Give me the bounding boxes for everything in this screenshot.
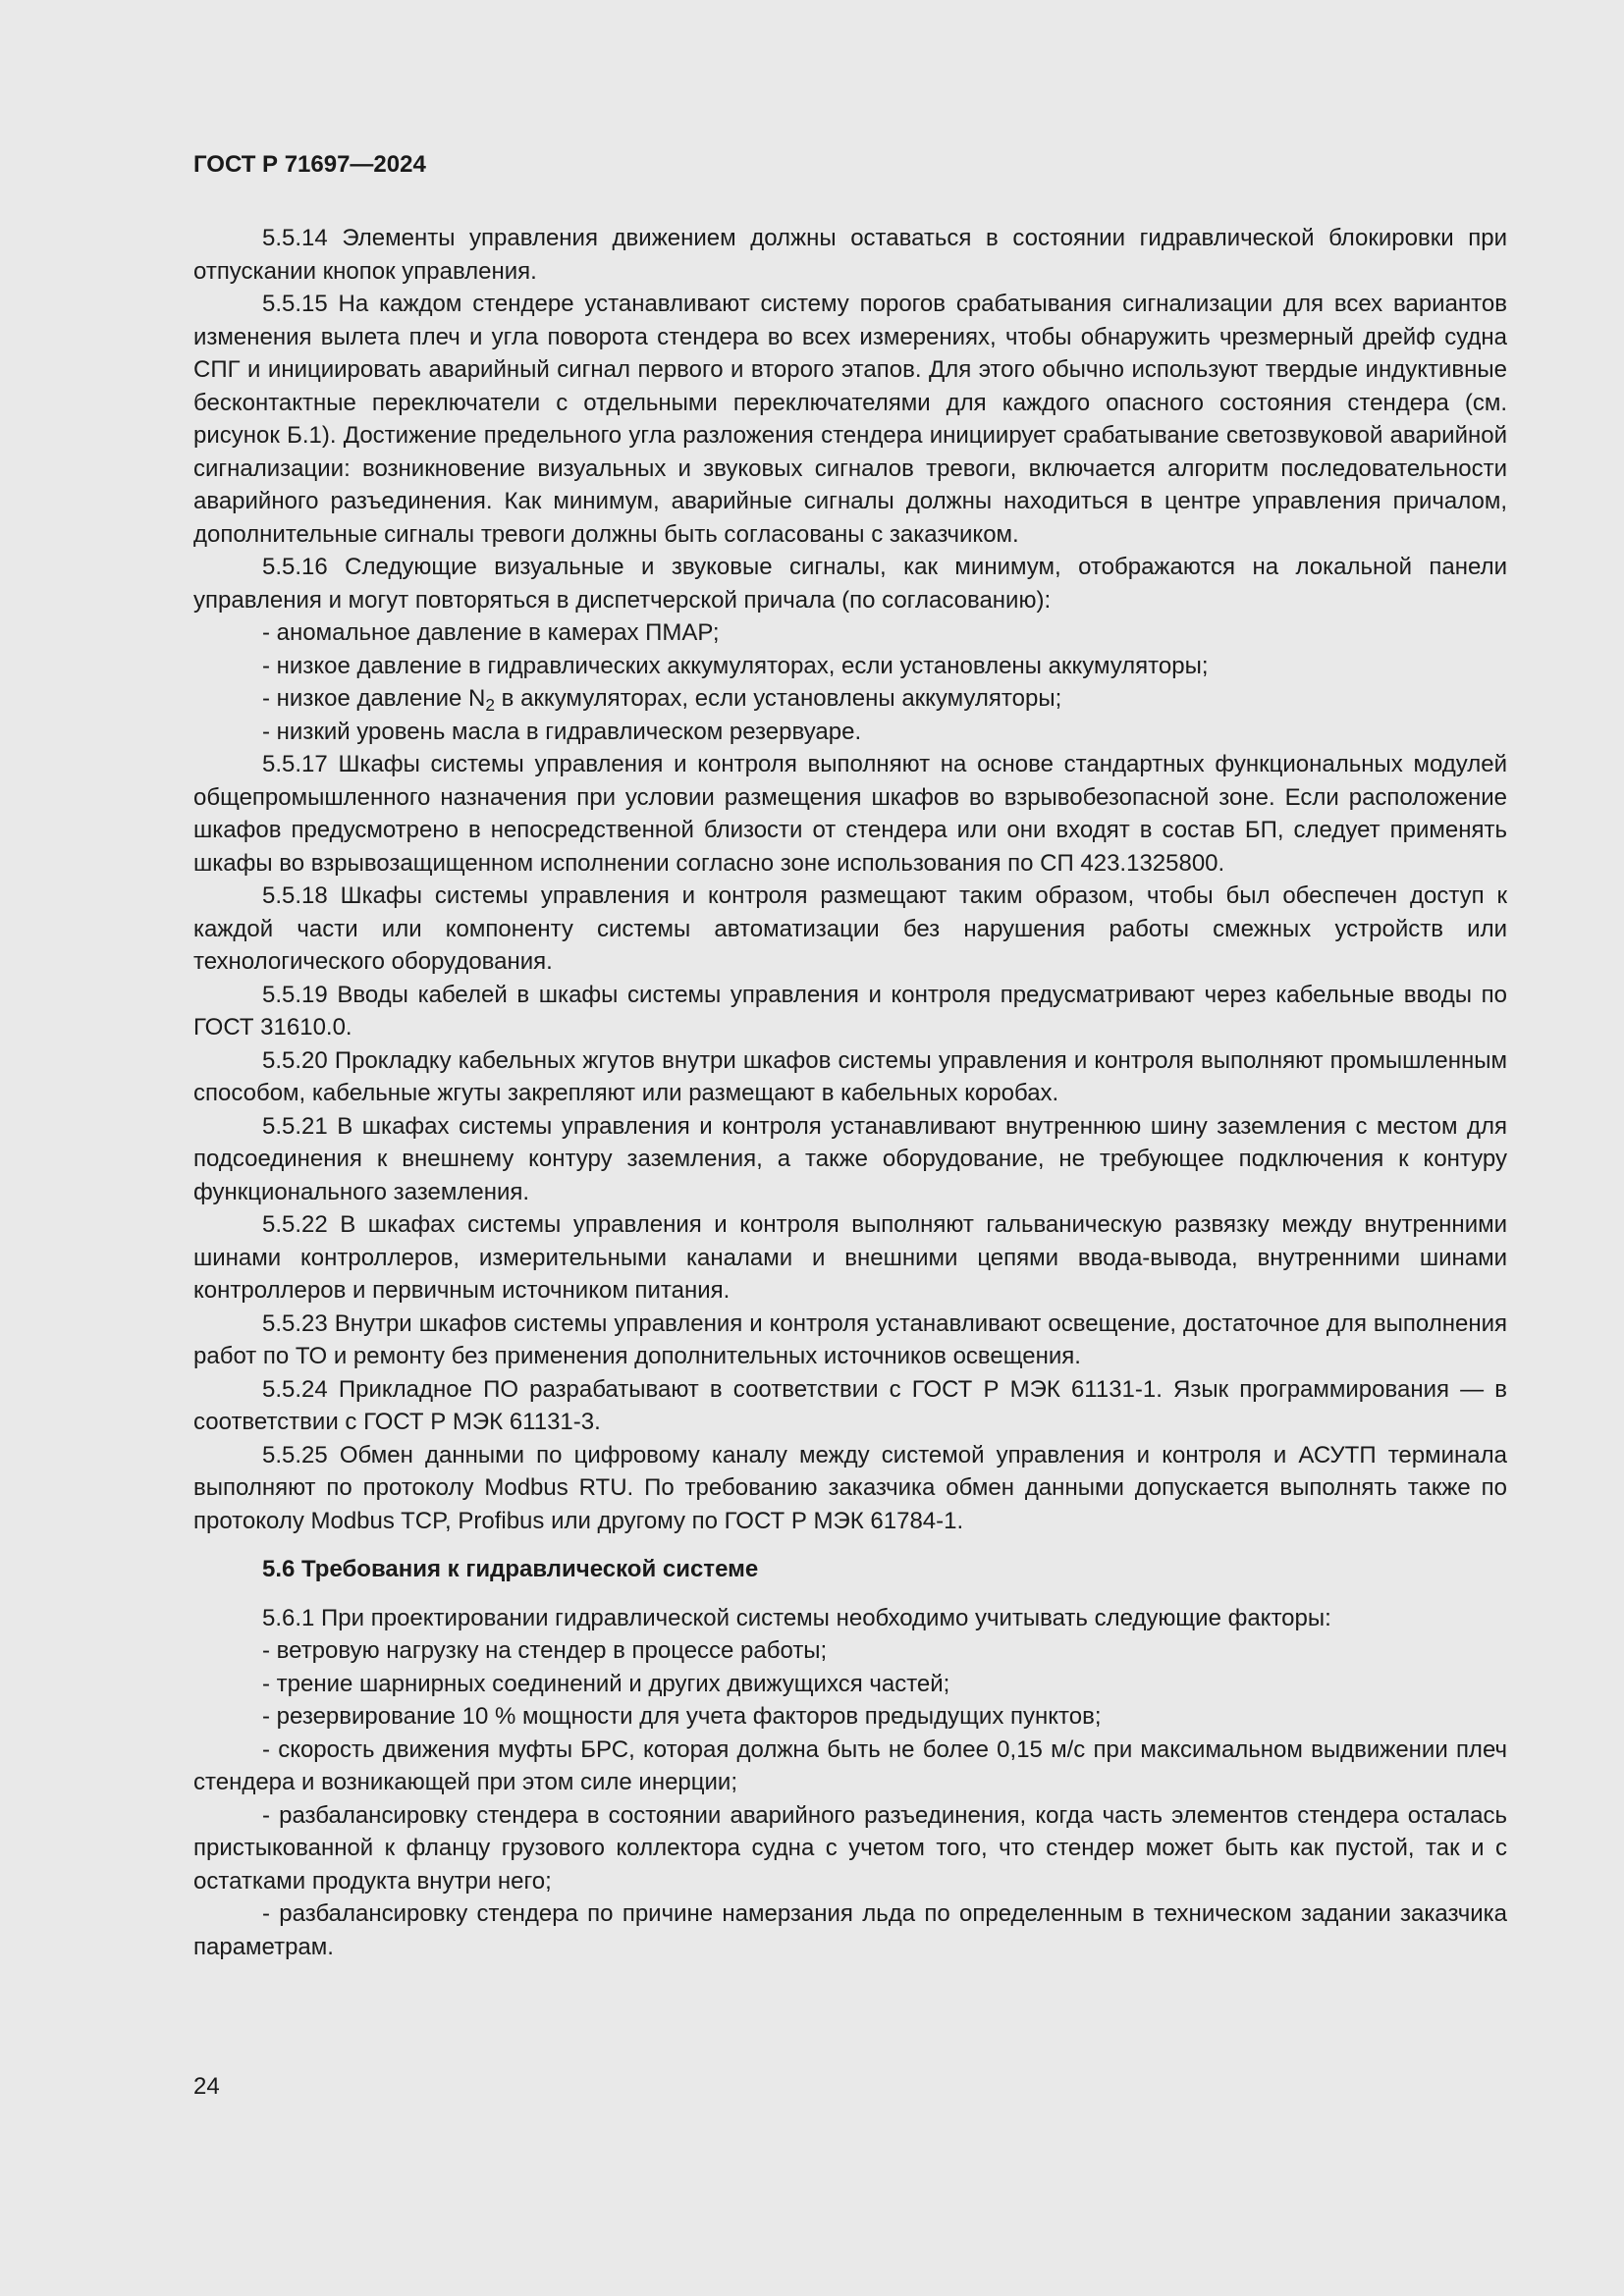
paragraph-5-5-17: 5.5.17 Шкафы системы управления и контроля выполняют на основе стандартных функциональных модулей общепромышленного назначения при условии размещения шкафов во взрывобезопасной зоне. Если расположение шкафов предусмотрено в непосредственной близости от стендера или они входят в состав БП, следует применять шкафы во взрывозащищенном исполнении согласно зоне использования по СП 423.1325800. [193,751,1507,877]
paragraph-5-6-1: 5.6.1 При проектировании гидравлической системы необходимо учитывать следующие факторы: [262,1604,1331,1631]
list-item: - ветровую нагрузку на стендер в процессе работы; [262,1637,828,1664]
paragraph-5-5-25: 5.5.25 Обмен данными по цифровому каналу между системой управления и контроля и АСУТП терминала выполняют по протоколу Modbus RTU. По требованию заказчика обмен данными допускается выполнять также по протоколу Modbus TCP, Profibus или другому по ГОСТ Р МЭК 61784-1. [193,1441,1507,1534]
list-item-text: - низкое давление N [262,685,486,712]
subscript-2: 2 [485,695,495,716]
list-item-text: в аккумуляторах, если установлены аккумуляторы; [494,685,1062,712]
list-item: - аномальное давление в камерах ПМАР; [262,619,720,646]
section-title-5-6: 5.6 Требования к гидравлической системе [262,1556,759,1582]
paragraph-5-5-22: 5.5.22 В шкафах системы управления и контроля выполняют гальваническую развязку между внутренними шинами контроллеров, измерительными каналами и внешними цепями ввода-вывода, внутренними шинами контроллеров и первичным источником питания. [193,1211,1507,1304]
paragraph-5-5-15: 5.5.15 На каждом стендере устанавливают систему порогов срабатывания сигнализации для всех вариантов изменения вылета плеч и угла поворота стендера во всех измерениях, чтобы обнаружить чрезмерный дрейф судна СПГ и инициировать аварийный сигнал первого и второго этапов. Для этого обычно используют твердые индуктивные бесконтактные переключатели с отдельными переключателями для каждого опасного состояния стендера (см. рисунок Б.1). Достижение предельного угла разложения стендера инициирует срабатывание светозвуковой аварийной сигнализации: возникновение визуальных и звуковых сигналов тревоги, включается алгоритм последовательности аварийного разъединения. Как минимум, аварийные сигналы должны находиться в центре управления причалом, дополнительные сигналы тревоги должны быть согласованы с заказчиком. [193,291,1507,548]
document-body [193,222,1507,1963]
paragraph-5-5-14: 5.5.14 Элементы управления движением должны оставаться в состоянии гидравлической блокировки при отпускании кнопок управления. [193,225,1507,285]
list-item: - разбалансировку стендера в состоянии аварийного разъединения, когда часть элементов стендера осталась пристыкованной к фланцу грузового коллектора судна с учетом того, что стендер может быть как пустой, так и с остатками продукта внутри него; [193,1801,1507,1895]
list-item: - трение шарнирных соединений и других движущихся частей; [262,1670,950,1697]
paragraph-5-5-18: 5.5.18 Шкафы системы управления и контроля размещают таким образом, чтобы был обеспечен доступ к каждой части или компоненту системы автоматизации без нарушения работы смежных устройств или технологического оборудования. [193,882,1507,975]
paragraph-5-5-24: 5.5.24 Прикладное ПО разрабатывают в соответствии с ГОСТ Р МЭК 61131-1. Язык программирования — в соответствии с ГОСТ Р МЭК 61131-3. [193,1375,1507,1435]
list-item: - резервирование 10 % мощности для учета факторов предыдущих пунктов; [262,1703,1102,1730]
list-item: - скорость движения муфты БРС, которая должна быть не более 0,15 м/с при максимальном выдвижении плеч стендера и возникающей при этом силе инерции; [193,1735,1507,1795]
paragraph-5-5-23: 5.5.23 Внутри шкафов системы управления и контроля устанавливают освещение, достаточное для выполнения работ по ТО и ремонту без применения дополнительных источников освещения. [193,1309,1507,1369]
standard-header: ГОСТ Р 71697—2024 [193,151,426,178]
list-item-n2 [193,682,1507,716]
paragraph-5-5-19: 5.5.19 Вводы кабелей в шкафы системы управления и контроля предусматривают через кабельные вводы по ГОСТ 31610.0. [193,981,1507,1041]
list-item: - низкий уровень масла в гидравлическом резервуаре. [262,718,862,745]
page-number: 24 [193,2073,220,2100]
paragraph-5-5-20: 5.5.20 Прокладку кабельных жгутов внутри шкафов системы управления и контроля выполняют промышленным способом, кабельные жгуты закрепляют или размещают в кабельных коробах. [193,1046,1507,1106]
paragraph-5-5-21: 5.5.21 В шкафах системы управления и контроля устанавливают внутреннюю шину заземления с местом для подсоединения к внешнему контуру заземления, а также оборудование, не требующее подключения к контуру функционального заземления. [193,1112,1507,1205]
paragraph-5-5-16: 5.5.16 Следующие визуальные и звуковые сигналы, как минимум, отображаются на локальной панели управления и могут повторяться в диспетчерской причала (по согласованию): [193,554,1507,614]
list-item: - низкое давление в гидравлических аккумуляторах, если установлены аккумуляторы; [262,652,1209,679]
list-item: - разбалансировку стендера по причине намерзания льда по определенным в техническом задании заказчика параметрам. [193,1900,1507,1960]
